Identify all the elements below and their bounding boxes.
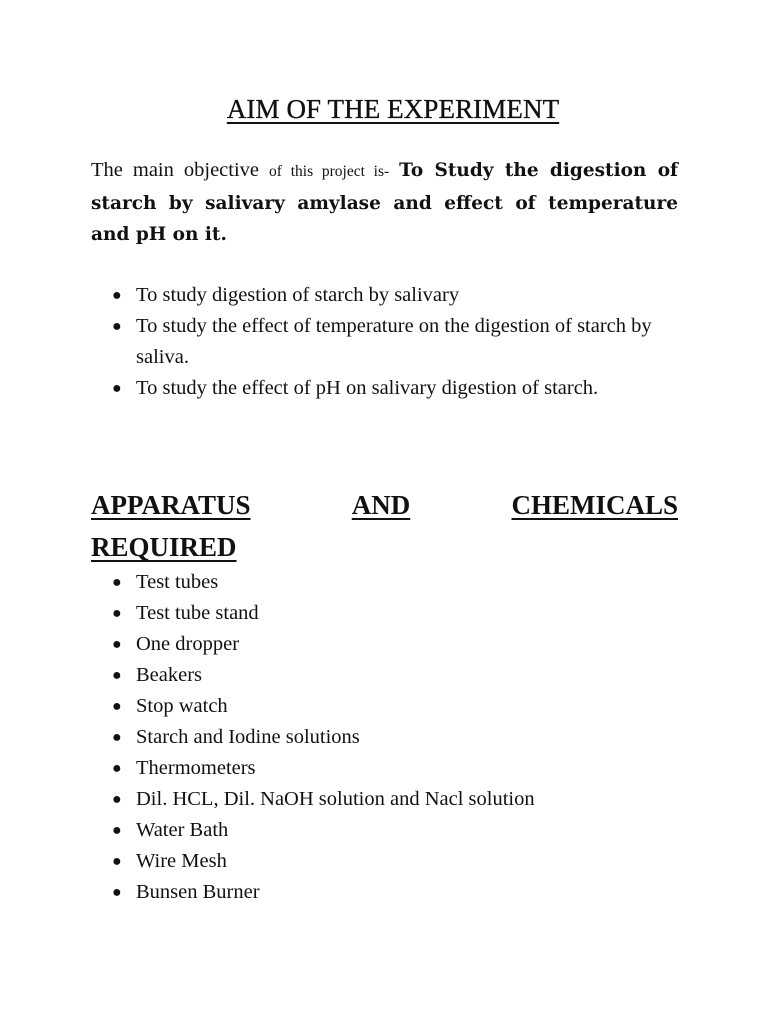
- list-item: [110, 877, 690, 908]
- list-item: [110, 660, 690, 691]
- list-item: [110, 691, 690, 722]
- list-item-text: One dropper: [136, 633, 240, 655]
- bullet-icon: ●: [112, 287, 122, 304]
- list-item: [110, 373, 690, 404]
- bullet-icon: ●: [112, 698, 122, 715]
- bullet-icon: ●: [112, 822, 122, 839]
- aim-list: [110, 280, 690, 404]
- list-item-text: Bunsen Burner: [136, 881, 260, 903]
- bullet-icon: ●: [112, 318, 122, 335]
- intro-small-text: of this project is-: [269, 163, 390, 180]
- bullet-icon: ●: [112, 760, 122, 777]
- bullet-icon: ●: [112, 605, 122, 622]
- apparatus-heading-line-2: [91, 526, 678, 568]
- list-item-text: To study the effect of pH on salivary digestion of starch.: [136, 377, 599, 399]
- list-item: [110, 311, 690, 373]
- bullet-icon: ●: [112, 574, 122, 591]
- bullet-icon: ●: [112, 729, 122, 746]
- list-item: [110, 846, 690, 877]
- list-item: [110, 753, 690, 784]
- apparatus-list: [110, 567, 690, 908]
- bullet-icon: ●: [112, 380, 122, 397]
- apparatus-heading-line-1: [91, 484, 678, 526]
- heading-word: AND: [351, 490, 411, 520]
- aim-intro-paragraph: [91, 155, 678, 251]
- list-item-text: To study the effect of temperature on the digestion of starch by saliva.: [136, 315, 652, 368]
- bullet-icon: ●: [112, 853, 122, 870]
- list-item: [110, 784, 690, 815]
- list-item-text: To study digestion of starch by salivary: [136, 284, 460, 306]
- list-item-text: Test tubes: [136, 571, 219, 593]
- heading-word: REQUIRED: [91, 532, 237, 562]
- bullet-icon: ●: [112, 791, 122, 808]
- list-item: [110, 567, 690, 598]
- aim-title: AIM OF THE EXPERIMENT: [226, 94, 560, 124]
- list-item-text: Beakers: [136, 664, 203, 686]
- list-item: [110, 815, 690, 846]
- list-item-text: Starch and Iodine solutions: [136, 726, 360, 748]
- list-item-text: Test tube stand: [136, 602, 259, 624]
- list-item-text: Dil. HCL, Dil. NaOH solution and Nacl solution: [136, 788, 535, 810]
- list-item-text: Thermometers: [136, 757, 256, 779]
- list-item: [110, 629, 690, 660]
- list-item-text: Water Bath: [136, 819, 229, 841]
- list-item-text: Wire Mesh: [136, 850, 227, 872]
- list-item-text: Stop watch: [136, 695, 228, 717]
- intro-bold-objective: To Study the digestion of starch by salivary amylase and effect of temperature and pH on it.: [91, 160, 679, 245]
- list-item: [110, 722, 690, 753]
- list-item: [110, 598, 690, 629]
- heading-word: CHEMICALS: [511, 490, 678, 520]
- bullet-icon: ●: [112, 636, 122, 653]
- apparatus-heading: [91, 484, 678, 568]
- intro-plain-text: The main objective: [91, 159, 260, 181]
- heading-word: APPARATUS: [91, 490, 251, 520]
- list-item: [110, 280, 690, 311]
- bullet-icon: ●: [112, 884, 122, 901]
- bullet-icon: ●: [112, 667, 122, 684]
